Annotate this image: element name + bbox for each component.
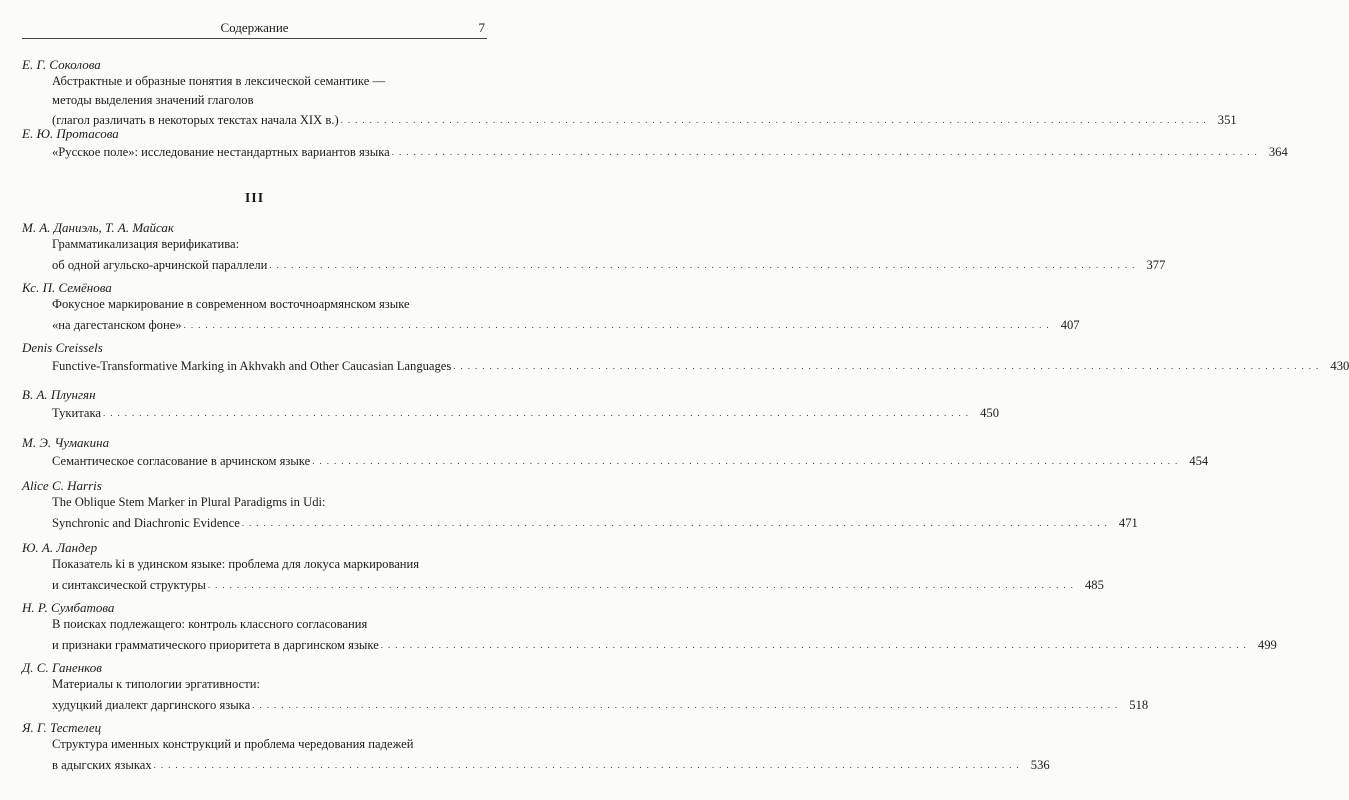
entry-title-line xyxy=(52,576,1104,593)
dot-leader: ........................................................................................................................ xyxy=(380,639,1251,650)
dot-leader: ........................................................................................................................ xyxy=(312,456,1183,466)
entry-title-line xyxy=(52,357,1349,374)
dot-leader: ........................................................................................................................ xyxy=(252,699,1123,710)
entry-author: Д. С. Ганенков xyxy=(22,660,102,675)
page-number: 7 xyxy=(478,20,485,35)
entry-title-text: в адыгских языках xyxy=(52,757,152,772)
entry-title-text: Семантическое согласование в арчинском языке xyxy=(52,454,311,468)
entry-title-text: худуцкий диалект даргинского языка xyxy=(52,697,251,712)
entry-title-line: методы выделения значений глаголов xyxy=(52,92,254,107)
entry-title-text: «Русское поле»: исследование нестандартных вариантов языка xyxy=(52,145,390,159)
entry-title-line: Фокусное маркирование в современном восточноармянском языке xyxy=(52,297,410,311)
entry-title-line: The Oblique Stem Marker in Plural Paradigms in Udi: xyxy=(52,495,326,509)
entry-page-number: 407 xyxy=(1060,317,1080,332)
entry-title-line: Структура именных конструкций и проблема чередования падежей xyxy=(52,737,414,751)
entry-author: М. Э. Чумакина xyxy=(22,435,110,450)
entry-page-number: 536 xyxy=(1030,757,1050,772)
entry-title-text: и синтаксической структуры xyxy=(52,577,206,592)
section-label: III xyxy=(244,191,265,206)
entry-title-text: (глагол различать в некоторых текстах начала XIX в.) xyxy=(52,113,339,127)
entry-title-line xyxy=(52,316,1080,333)
entry-title-line xyxy=(52,452,1209,469)
entry-author: Н. Р. Сумбатова xyxy=(22,600,115,615)
entry-title-text: «на дагестанском фоне» xyxy=(52,317,182,332)
entry-author: Кс. П. Семёнова xyxy=(22,280,112,295)
entry-title-text: об одной агульско-арчинской параллели xyxy=(52,257,268,272)
dot-leader: ........................................................................................................................ xyxy=(269,259,1140,270)
entry-title-text: Functive-Transformative Marking in Akhvakh and Other Caucasian Languages xyxy=(52,359,452,373)
entry-page-number: 454 xyxy=(1189,454,1209,468)
entry-title-text: и признаки грамматического приоритета в даргинском языке xyxy=(52,637,379,652)
entry-title-line: В поисках подлежащего: контроль классного согласования xyxy=(52,617,368,631)
entry-title-text: Synchronic and Diachronic Evidence xyxy=(52,515,240,530)
entry-title-line xyxy=(52,404,999,421)
entry-title-line xyxy=(52,514,1138,531)
entry-title-line: Показатель ki в удинском языке: проблема для локуса маркирования xyxy=(52,557,420,571)
dot-leader: ........................................................................................................................ xyxy=(153,759,1024,770)
entry-author: Ю. А. Ландер xyxy=(22,540,98,555)
entry-title-text: Тукитака xyxy=(52,406,101,420)
entry-title-line: Материалы к типологии эргативности: xyxy=(52,677,260,691)
entry-page-number: 430 xyxy=(1330,359,1349,373)
entry-author: Я. Г. Тестелец xyxy=(22,720,102,735)
entry-author: Е. Г. Соколова xyxy=(22,57,101,72)
dot-leader: ........................................................................................................................ xyxy=(183,319,1054,330)
running-title: Содержание xyxy=(220,20,289,35)
dot-leader: ........................................................................................................................ xyxy=(207,579,1078,590)
entry-page-number: 485 xyxy=(1084,577,1104,592)
dot-leader: ........................................................................................................................ xyxy=(391,147,1262,157)
entry-author: Е. Ю. Протасова xyxy=(22,126,119,141)
entry-page-number: 471 xyxy=(1118,515,1138,530)
entry-title-line: Грамматикализация верификатива: xyxy=(52,237,240,251)
entry-page-number: 364 xyxy=(1268,145,1288,159)
entry-author: М. А. Даниэль, Т. А. Майсак xyxy=(22,220,174,235)
entry-title-line: Абстрактные и образные понятия в лексической семантике — xyxy=(52,74,386,88)
entry-page-number: 377 xyxy=(1146,257,1166,272)
entry-author: В. А. Плунгян xyxy=(22,387,96,402)
entry-title-line xyxy=(52,256,1166,273)
dot-leader: ........................................................................................................................ xyxy=(340,115,1211,125)
entry-title-line xyxy=(52,696,1149,713)
entry-author: Denis Creissels xyxy=(22,340,103,355)
dot-leader: ........................................................................................................................ xyxy=(453,361,1324,371)
entry-author: Alice C. Harris xyxy=(22,478,102,493)
entry-title-line xyxy=(52,756,1050,773)
entry-page-number: 351 xyxy=(1217,113,1237,127)
entry-page-number: 450 xyxy=(980,406,999,420)
entry-page-number: 499 xyxy=(1257,637,1277,652)
dot-leader: ........................................................................................................................ xyxy=(241,517,1112,528)
entry-page-number: 518 xyxy=(1129,697,1149,712)
entry-title-line xyxy=(52,636,1277,653)
entry-title-line xyxy=(52,143,1288,160)
dot-leader: ........................................................................................................................ xyxy=(103,408,973,418)
